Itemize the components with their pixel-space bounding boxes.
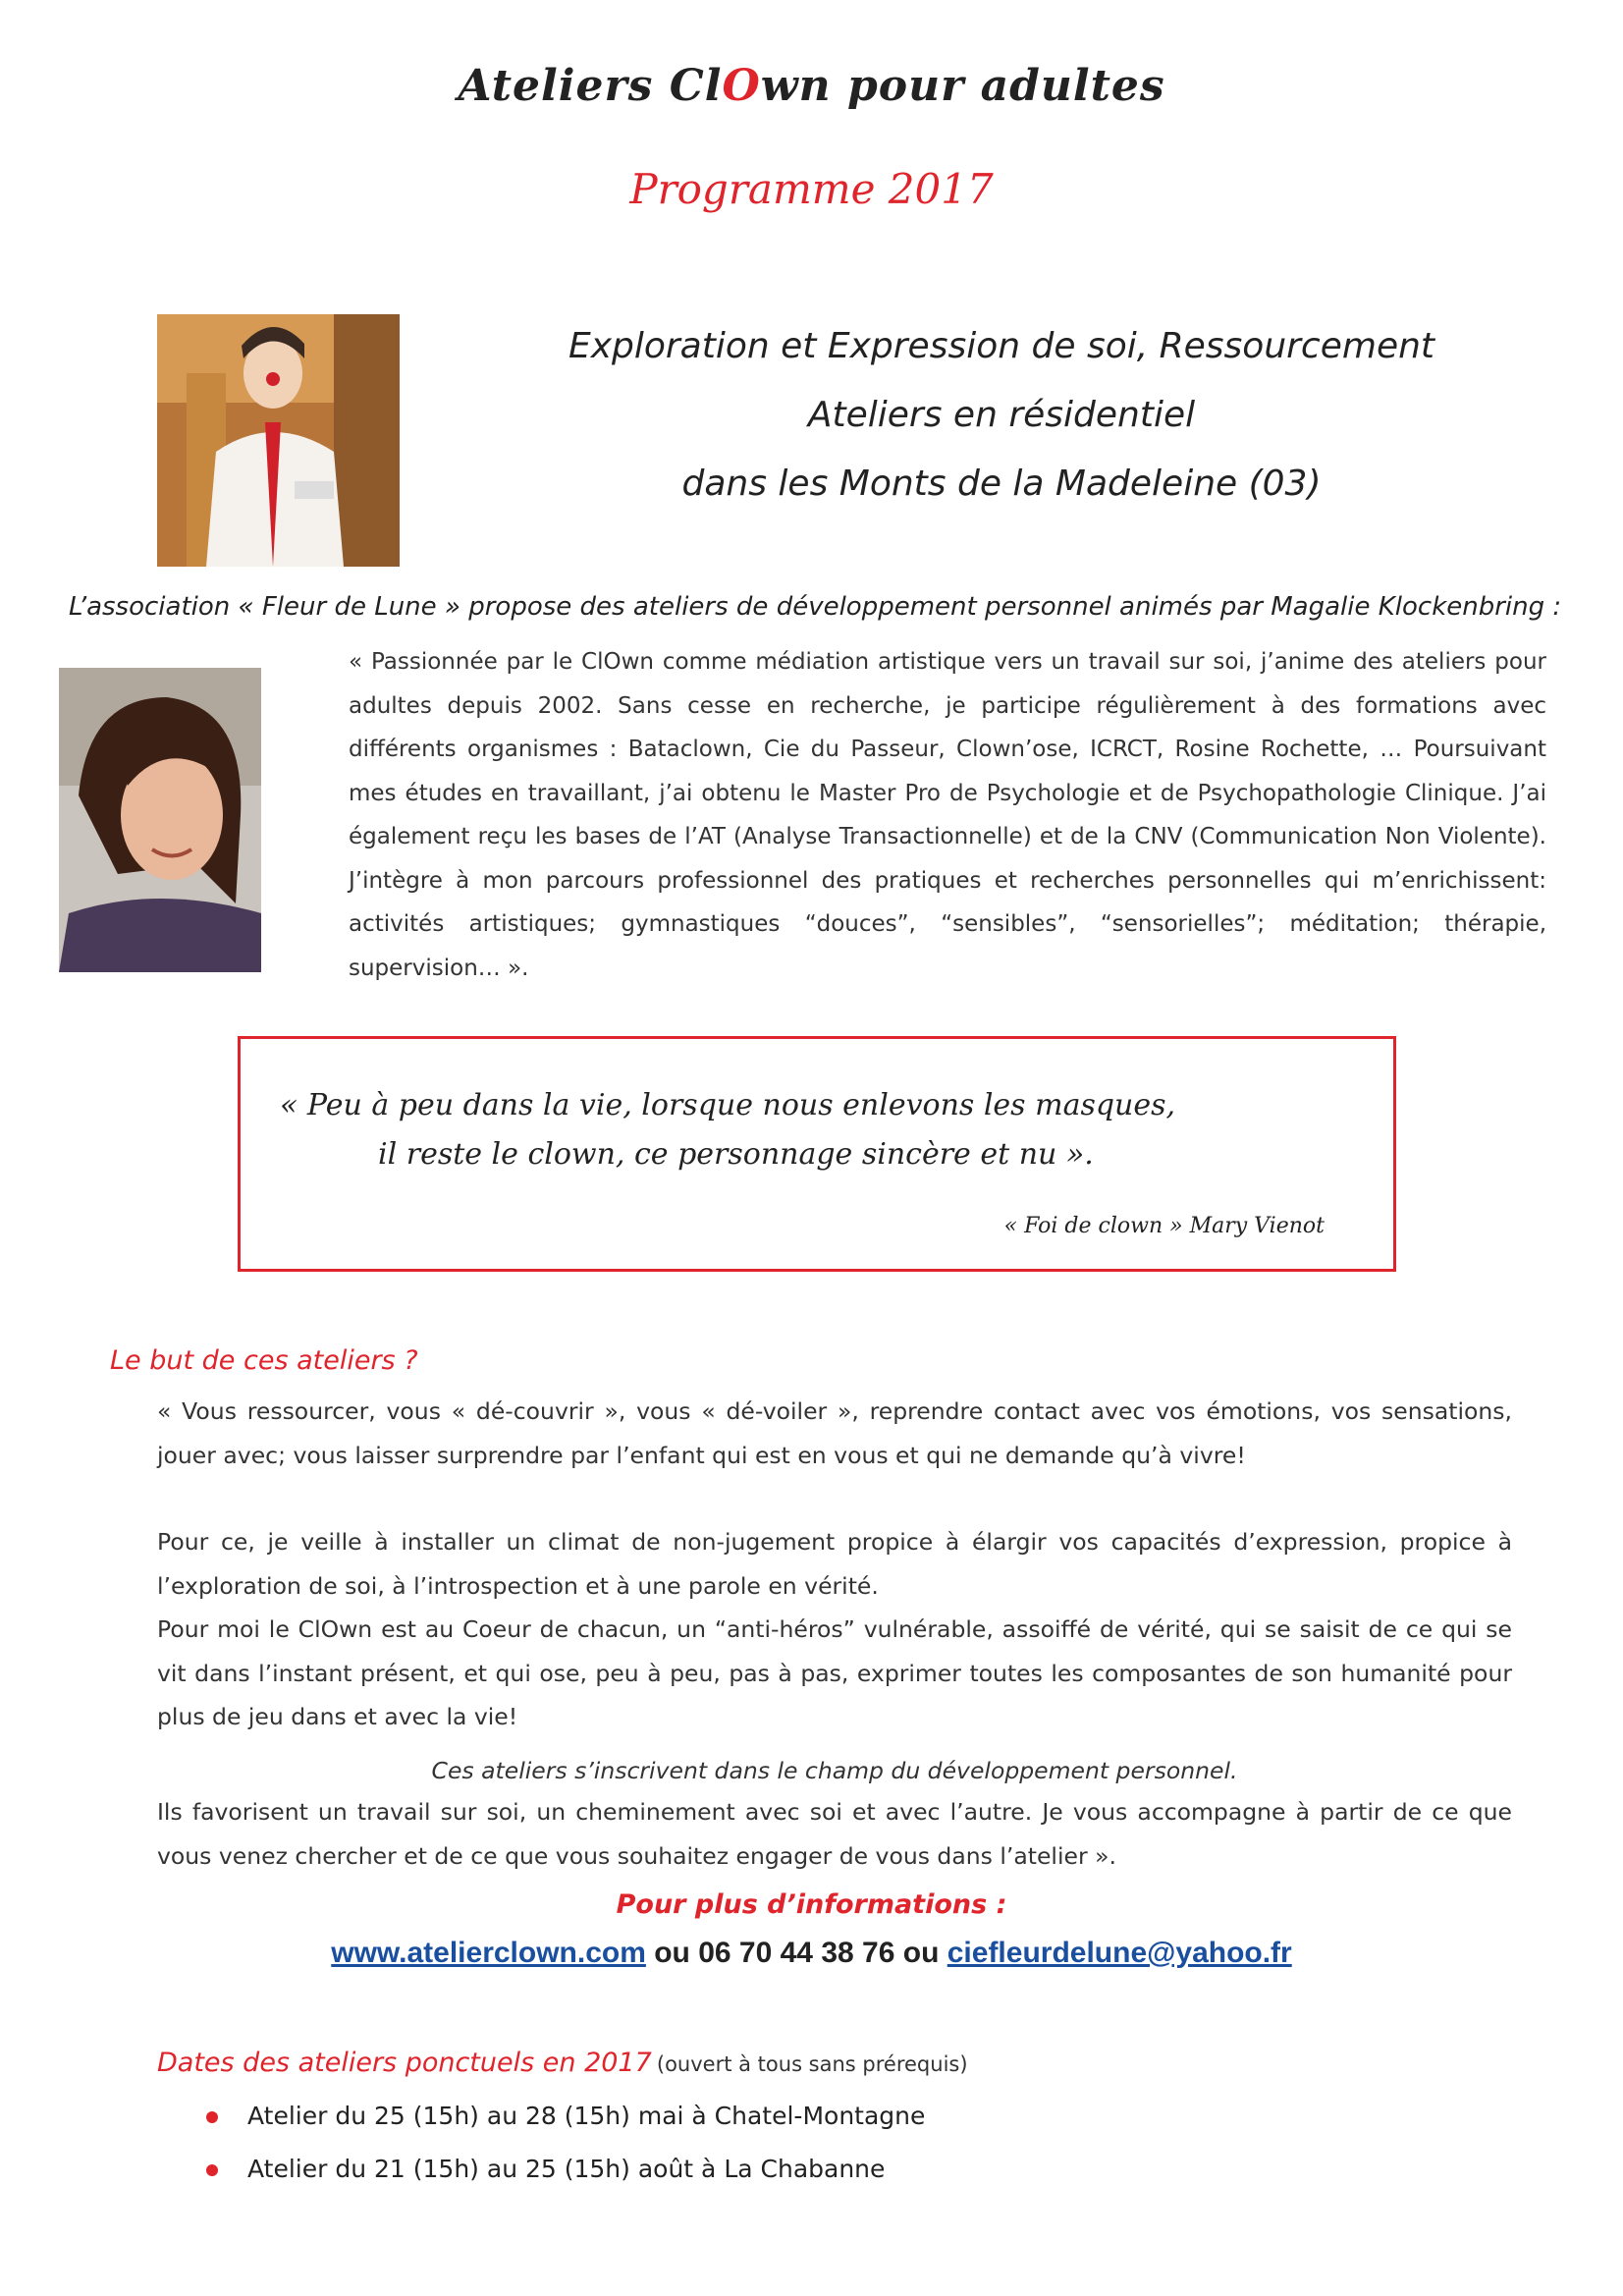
clown-photo — [157, 314, 400, 567]
quote-box — [238, 1036, 1396, 1272]
title-part1: Ateliers Cl — [458, 61, 723, 111]
bio-text: « Passionnée par le ClOwn comme médiation artistique vers un travail sur soi, j’anime des ateliers pour adultes depuis 2002. Sans cesse en recherche, je participe régulièrement à des formations avec différents organismes : Bataclown, Cie du Passeur, Clown’ose, ICRCT, Rosine Rochette, … Poursuivant mes études en travaillant, j’ai obtenu le Master Pro de Psychologie et de Psychopathologie Clinique. J’ai également reçu les bases de l’AT (Analyse Transactionnelle) et de la CNV (Communication Non Violente). J’intègre à mon parcours professionnel des pratiques et recherches personnelles qui m’enrichissent: activités artistiques; gymnastiques “douces”, “sensibles”, “sensorielles”; méditation; thérapie, supervision… ». — [349, 649, 1546, 981]
phone-number: 06 70 44 38 76 — [698, 1937, 895, 1969]
date-item-1 — [206, 2102, 925, 2130]
title-part2: wn pour adultes — [760, 61, 1165, 111]
info-title: Pour plus d’informations : — [616, 1889, 1007, 1920]
intro-line-2: Ateliers en résidentiel — [807, 395, 1196, 435]
email-link[interactable]: ciefleurdelune@yahoo.fr — [947, 1937, 1292, 1969]
page-title — [0, 61, 1623, 111]
dates-note: (ouvert à tous sans prérequis) — [656, 2052, 968, 2076]
separator-2: ou — [894, 1937, 947, 1969]
quote-source-title: « Foi de clown » — [1003, 1214, 1183, 1238]
quote-source-author: Mary Vienot — [1189, 1214, 1325, 1238]
bullet-icon — [206, 2164, 218, 2176]
goal-centered-line: Ces ateliers s’inscrivent dans le champ du développement personnel. — [431, 1757, 1238, 1784]
bullet-icon — [206, 2111, 218, 2123]
intro-line-1: Exploration et Expression de soi, Ressourcement — [568, 326, 1435, 366]
portrait-photo — [59, 668, 261, 972]
goal-paragraph-3: Pour moi le ClOwn est au Coeur de chacun, un “anti-héros” vulnérable, assoiffé de vérité, qui se saisit de ce qui se vit dans l’instant présent, et qui ose, peu à peu, pas à pas, exprimer toutes les composantes de son humanité pour plus de jeu dans et avec la vie! — [157, 1615, 1512, 1730]
intro-line-3: dans les Monts de la Madeleine (03) — [681, 464, 1322, 504]
dates-title: Dates des ateliers ponctuels en 2017 — [157, 2048, 652, 2078]
title-red-o: O — [722, 61, 761, 111]
goal-paragraph-1: « Vous ressourcer, vous « dé-couvrir », vous « dé-voiler », reprendre contact avec vos émotions, vos sensations, jouer avec; vous laisser surprendre par l’enfant qui est en vous et qui ne demande qu’à vivre! — [157, 1397, 1512, 1469]
goal-paragraph-2: Pour ce, je veille à installer un climat de non-jugement propice à élargir vos capacités d’expression, propice à l’exploration de soi, à l’introspection et à une parole en vérité. — [157, 1528, 1512, 1600]
date-item-2 — [206, 2155, 885, 2183]
goal-paragraph-4: Ils favorisent un travail sur soi, un cheminement avec soi et avec l’autre. Je vous accompagne à partir de ce que vous venez chercher et de ce que vous souhaitez engager de vous dans l’atelier ». — [157, 1798, 1512, 1870]
date-item-1-text: Atelier du 25 (15h) au 28 (15h) mai à Chatel-Montagne — [247, 2102, 926, 2130]
quote-line-2: il reste le clown, ce personnage sincère et nu ». — [378, 1137, 1094, 1172]
goal-title: Le but de ces ateliers ? — [110, 1345, 418, 1376]
association-intro: L’association « Fleur de Lune » propose des ateliers de développement personnel animés par Magalie Klockenbring : — [69, 592, 1562, 622]
website-link[interactable]: www.atelierclown.com — [331, 1937, 646, 1969]
quote-line-1: « Peu à peu dans la vie, lorsque nous enlevons les masques, — [280, 1088, 1176, 1122]
page-subtitle: Programme 2017 — [629, 165, 994, 213]
dates-header — [157, 2048, 968, 2078]
separator-1: ou — [645, 1937, 699, 1969]
contact-line — [0, 1937, 1623, 1970]
quote-source — [1004, 1214, 1325, 1238]
date-item-2-text: Atelier du 21 (15h) au 25 (15h) août à La Chabanne — [247, 2155, 886, 2183]
